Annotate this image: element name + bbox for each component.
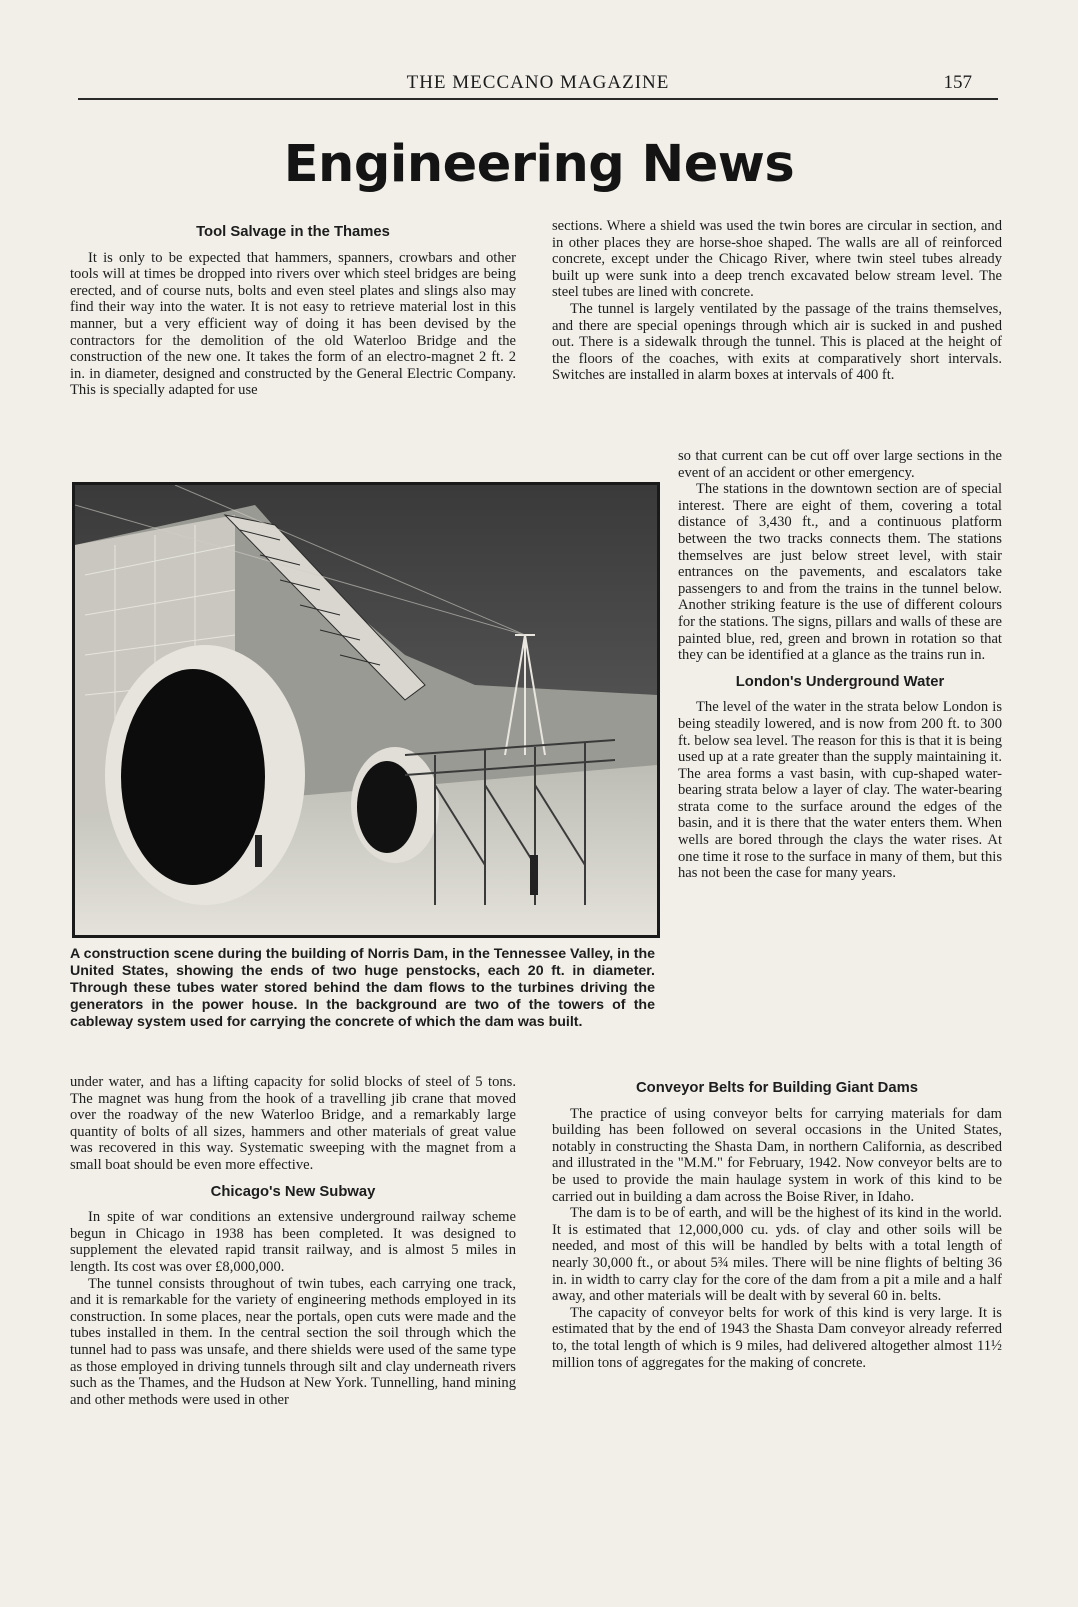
- paragraph: The capacity of conveyor belts for work of this kind is very large. It is estimated that by the end of 1943 the Shasta Dam conveyor already referred to, the total length of which is 9 miles, had delivered altogether almost 11½ million tons of aggregates for the making of concrete.: [552, 1304, 1002, 1371]
- paragraph: The stations in the downtown section are of special interest. There are eight of them, covering a total distance of 3,430 ft., and a continuous platform between the two tracks connects them. The stations themselves are just below street level, with stair entrances on the pavements, and escalators take passengers to and from the trains in the tunnel below. Another striking feature is the use of different colours for the stations. The signs, pillars and walls of these are painted blue, red, green and brown in rotation so that they can be identified at a glance as the trains run in.: [678, 481, 1002, 664]
- paragraph: under water, and has a lifting capacity for solid blocks of steel of 5 tons. The magnet was hung from the hook of a travelling jib crane that moved over the roadway of the new Waterloo Bridge, and a remarkably large quantity of bolts of all sizes, hammers and other materials of great value was recovered in this way. Systematic sweeping with the magnet from a small boat should be even more effective.: [70, 1074, 516, 1173]
- column-right-middle: [678, 448, 1002, 882]
- section-heading-tool-salvage: Tool Salvage in the Thames: [196, 224, 390, 240]
- paragraph: The practice of using conveyor belts for carrying materials for dam building has been followed on several occasions in the United States, notably in constructing the Shasta Dam, in northern California, as described and illustrated in the "M.M." for February, 1942. Now conveyor belts are to be used to provide the main haulage system in work of this kind to be carried out in building a dam across the Boise River, in Idaho.: [552, 1105, 1002, 1205]
- paragraph: It is only to be expected that hammers, spanners, crowbars and other tools will at times be dropped into rivers over which steel bridges are being erected, and of course nuts, bolts and even steel plates and slings also may find their way into the water. It is not easy to retrieve material lost in this manner, but a very efficient way of doing it has been devised by the contractors for the demolition of the old Waterloo Bridge and the construction of the new one. It takes the form of an electro-magnet 2 ft. 2 in. in diameter, designed and constructed by the General Electric Company. This is specially adapted for use: [70, 249, 516, 399]
- column-right-bottom: [552, 1080, 1002, 1371]
- paragraph: The tunnel is largely ventilated by the passage of the trains themselves, and there are special openings through which air is sucked in and pushed out. There is a sidewalk through the tunnel. This is placed at the height of the floors of the coaches, with exits at comparatively short intervals. Switches are installed in alarm boxes at intervals of 400 ft.: [552, 300, 1002, 384]
- paragraph: The dam is to be of earth, and will be the highest of its kind in the world. It is estimated that 12,000,000 cu. yds. of clay and other soils will be needed, and most of this will be handled by belts with a total length of nearly 30,000 ft., or about 5¾ miles. There will be nine flights of belting 36 in. in width to carry clay for the core of the dam from a pit a mile and a half away, and other materials will be dealt with by several 60 in. belts.: [552, 1205, 1002, 1305]
- page-number: 157: [943, 72, 972, 93]
- section-heading-underground-water: London's Underground Water: [735, 673, 945, 690]
- photo-caption: [70, 946, 655, 1031]
- paragraph: The level of the water in the strata below London is being steadily lowered, and is now from 200 ft. to 300 ft. below sea level. The reason for this is that it is being used up at a rate greater than the supply maintaining it. The area forms a vast basin, with cup-shaped water-bearing strata below a layer of clay. The water-bearing strata come to the surface around the edges of the basin, and it is there that the water enters them. When wells are bored through the clays the water rises. At one time it rose to the surface in many of them, but this has not been the case for many years.: [678, 699, 1002, 882]
- paragraph: The tunnel consists throughout of twin tubes, each carrying one track, and it is remarkable for the variety of engineering methods employed in its construction. In some places, near the portals, open cuts were made and the tubes installed in them. In the central section the soil through which the tunnel had to pass was unsafe, and there shields were used of the same type as those employed in driving tunnels through silt and clay underneath rivers such as the Thames, and the Hudson at New York. Tunnelling, hand mining and other methods were used in other: [70, 1275, 516, 1408]
- paragraph: so that current can be cut off over large sections in the event of an accident or other emergency.: [678, 448, 1002, 481]
- page-title: Engineering News: [283, 135, 795, 194]
- section-heading-conveyor-belts: Conveyor Belts for Building Giant Dams: [635, 1080, 918, 1096]
- norris-dam-photo-illustration: [75, 485, 657, 935]
- masthead: [78, 68, 998, 100]
- column-left-top: [70, 224, 516, 399]
- caption-text: A construction scene during the building of Norris Dam, in the Tennessee Valley, in the United States, showing the ends of two huge penstocks, each 20 ft. in diameter. Through these tubes water stored behind the dam flows to the turbines driving the generators in the power house. In the background are two of the towers of the cableway system used for carrying the concrete of which the dam was built.: [70, 946, 655, 1030]
- paragraph: In spite of war conditions an extensive underground railway scheme begun in Chicago in 1938 has been completed. It was designed to supplement the elevated rapid transit railway, and is almost 5 miles in length. Its cost was over £8,000,000.: [70, 1209, 516, 1275]
- column-right-top: [552, 218, 1002, 384]
- paragraph: sections. Where a shield was used the twin bores are circular in section, and in other places they are horse-shoe shaped. The walls are all of reinforced concrete, except under the Chicago River, where twin steel tubes already built up were sunk into a deep trench excavated below stream level. The steel tubes are lined with concrete.: [552, 218, 1002, 301]
- section-heading-chicago-subway: Chicago's New Subway: [210, 1183, 376, 1200]
- column-left-bottom: [70, 1074, 516, 1408]
- construction-photo: [72, 482, 660, 938]
- journal-title: THE MECCANO MAGAZINE: [406, 72, 670, 93]
